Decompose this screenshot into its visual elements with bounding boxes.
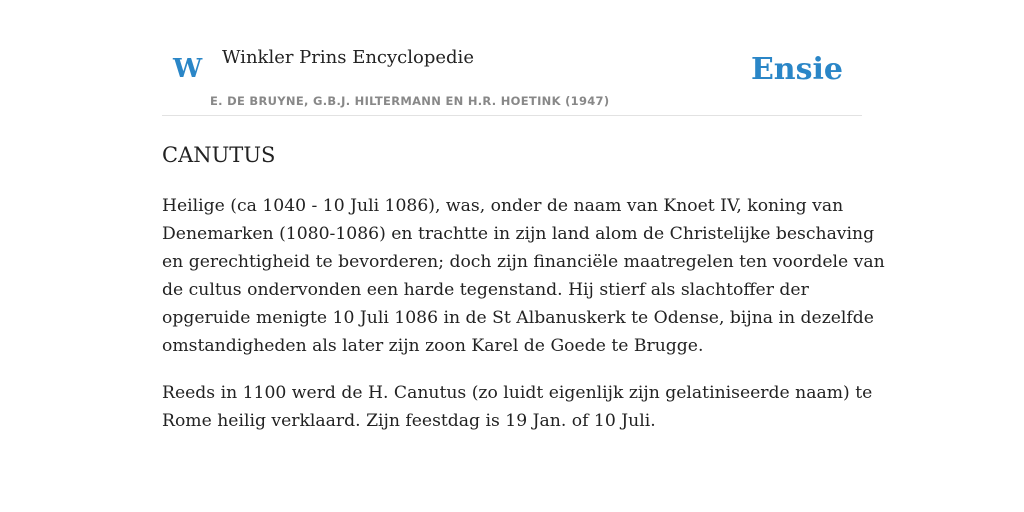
paragraph-line: Denemarken (1080-1086) en trachtte in zijn land alom de Christelijke beschaving: [162, 224, 875, 244]
paragraph-line: opgeruide menigte 10 Juli 1086 in de St Albanuskerk te Odense, bijna in dezelfde: [162, 308, 874, 328]
paragraph-line: Heilige (ca 1040 - 10 Juli 1086), was, onder de naam van Knoet IV, koning van: [162, 196, 844, 216]
entry-content: [162, 192, 885, 454]
paragraph-line: en gerechtigheid te bevorderen; doch zijn financiële maatregelen ten voordele van: [162, 252, 885, 272]
book-authors: E. DE BRUYNE, G.B.J. HILTERMANN EN H.R. HOETINK (1947): [210, 94, 610, 108]
entry-paragraph: [162, 379, 873, 435]
entry-paragraph: [162, 192, 885, 360]
paragraph-line: omstandigheden als later zijn zoon Karel de Goede te Brugge.: [162, 336, 704, 356]
paragraph-line: Rome heilig verklaard. Zijn feestdag is 19 Jan. of 10 Juli.: [162, 411, 656, 431]
paragraph-line: de cultus ondervonden een harde tegenstand. Hij stierf als slachtoffer der: [162, 280, 809, 300]
book-title[interactable]: Winkler Prins Encyclopedie: [222, 47, 474, 68]
encyclopedia-logo-icon[interactable]: W: [173, 54, 203, 84]
header-divider: [162, 115, 862, 116]
entry-title: CANUTUS: [162, 143, 276, 167]
paragraph-line: Reeds in 1100 werd de H. Canutus (zo luidt eigenlijk zijn gelatiniseerde naam) te: [162, 383, 873, 403]
ensie-brand-link[interactable]: Ensie: [750, 52, 843, 87]
